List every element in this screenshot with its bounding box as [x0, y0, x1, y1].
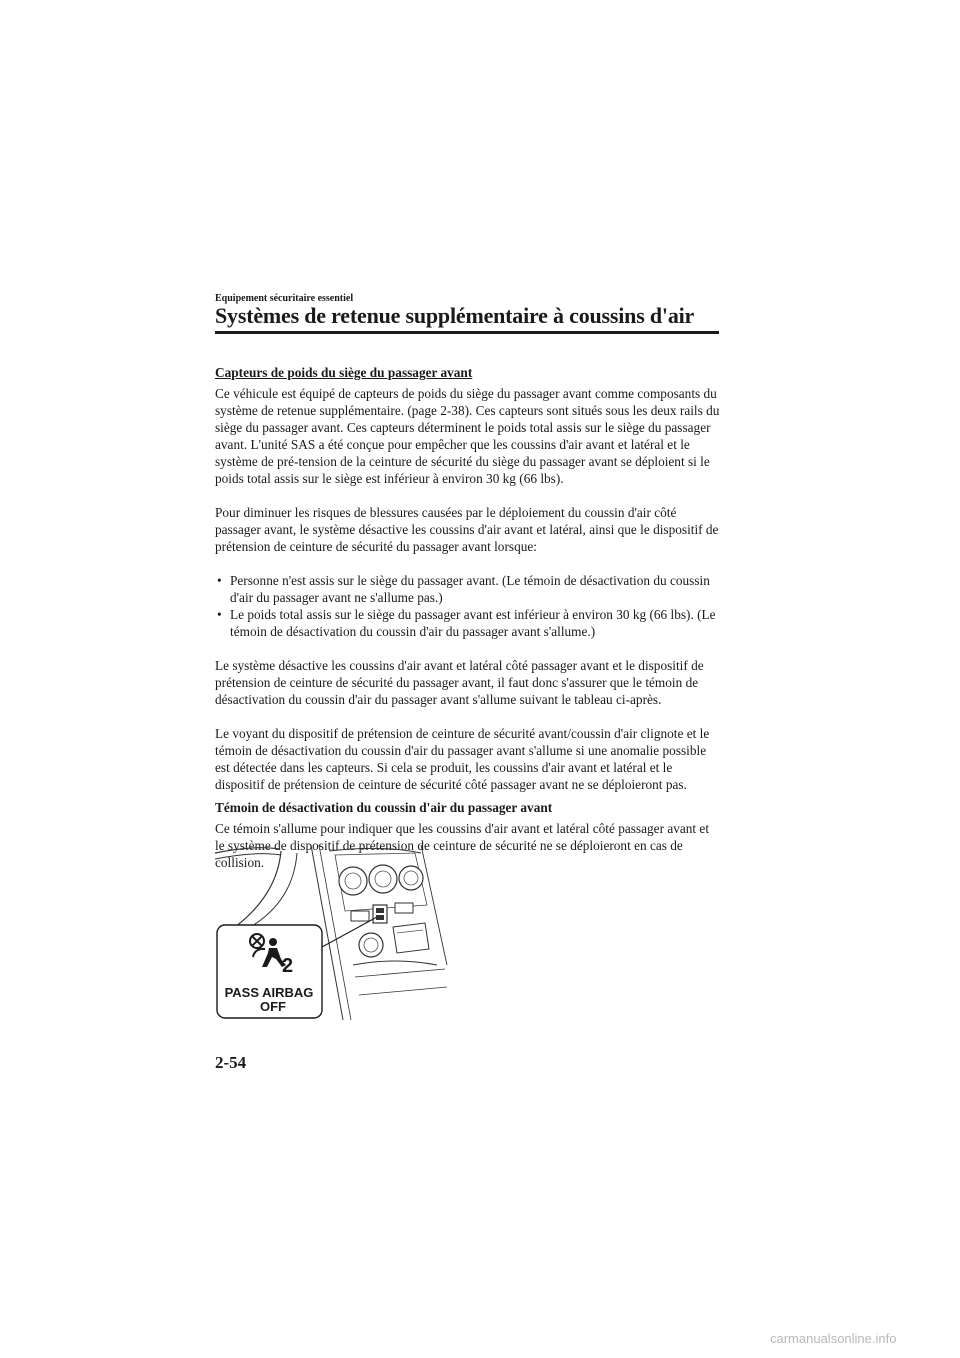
- pass-airbag-label: PASS AIRBAG: [224, 985, 314, 1000]
- console-illustration: [215, 845, 450, 1025]
- section-label: Equipement sécuritaire essentiel: [215, 293, 354, 304]
- content: [215, 364, 720, 888]
- sensor-paragraph-2: Pour diminuer les risques de blessures causées par le déploiement du coussin d'air côté passager avant, le système désactive les coussins d'air avant et latéral, ainsi que le dispositif de prétension de ceinture de sécurité du passager avant lorsque:: [215, 505, 719, 554]
- title-rule: [215, 331, 719, 334]
- bullet-icon: •: [217, 573, 222, 588]
- list-item: • Personne n'est assis sur le siège du passager avant. (Le témoin de désactivation du coussin d'air du passager avant ne s'allume pas.): [217, 573, 710, 605]
- page-number: 2-54: [215, 1053, 247, 1072]
- dashboard-figure: [215, 845, 450, 1025]
- indicator-number: 2: [282, 955, 294, 977]
- sensor-heading: Capteurs de poids du siège du passager avant: [215, 365, 473, 380]
- bullet-icon: •: [217, 607, 222, 622]
- indicator-heading: Témoin de désactivation du coussin d'air du passager avant: [215, 800, 553, 815]
- sensor-paragraph-4: Le voyant du dispositif de prétension de ceinture de sécurité avant/coussin d'air clignote et le témoin de désactivation du coussin d'air du passager avant s'allume si une anomalie possible est détectée dans les capteurs. Si cela se produit, les coussins d'air avant et latéral et le dispositif de prétension de ceinture de sécurité côté passager avant ne se déploieront pas.: [215, 726, 710, 792]
- off-label: OFF: [260, 999, 286, 1014]
- sensor-paragraph-3: Le système désactive les coussins d'air avant et latéral côté passager avant et le dispositif de prétension de ceinture de sécurité du passager avant, il faut donc s'assurer que le témoin de désactivation du coussin d'air du passager avant s'allume suivant le tableau ci-après.: [215, 658, 704, 707]
- page-title: Systèmes de retenue supplémentaire à coussins d'air: [215, 303, 695, 328]
- bullet-list: [215, 572, 720, 640]
- watermark: carmanualsonline.info: [770, 1331, 897, 1346]
- sensor-paragraph-1: Ce véhicule est équipé de capteurs de poids du siège du passager avant comme composants du système de retenue supplémentaire. (page 2-38). Ces capteurs sont situés sous les deux rails du siège du passager avant. Ces capteurs déterminent le poids total assis sur le siège du passager avant. L'unité SAS a été conçue pour empêcher que les coussins d'air avant et latéral et le système de pré-tension de la ceinture de sécurité du siège du passager avant se déploient si le poids total assis sur le siège est inférieur à environ 30 kg (66 lbs).: [215, 386, 720, 486]
- list-item: • Le poids total assis sur le siège du passager avant est inférieur à environ 30 kg (66 lbs). (Le témoin de désactivation du coussin d'air du passager avant s'allume.): [217, 607, 716, 639]
- indicator-paragraph: Ce témoin s'allume pour indiquer que les coussins d'air avant et latéral côté passager avant et le système de dispositif de prétension de ceinture de sécurité ne se déploieront en cas de collision.: [215, 821, 710, 870]
